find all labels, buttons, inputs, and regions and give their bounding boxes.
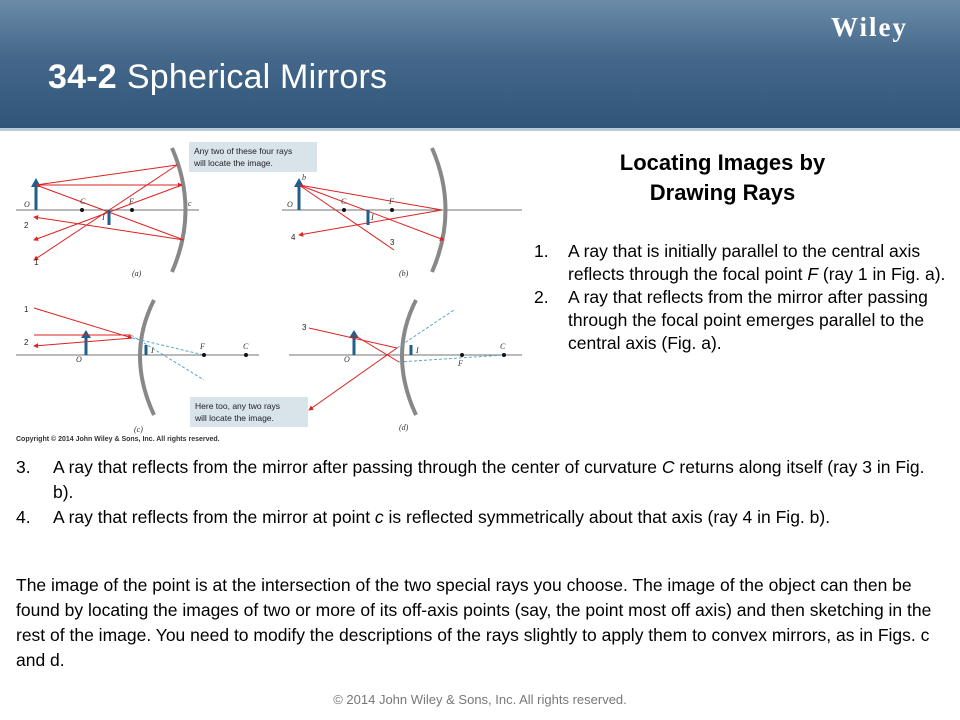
svg-text:C: C [500,342,506,351]
svg-text:1: 1 [24,305,29,314]
list-item-number: 4. [16,507,31,527]
svg-text:O: O [344,355,350,364]
section-heading-line2: Drawing Rays [649,180,796,205]
panel-label-a: (a) [132,269,142,278]
panel-a [16,148,199,278]
list-item-text: A ray that reflects from the mirror after passing through the focal point emerges parallel to the central axis (Fig. a). [568,287,928,353]
callout-top-line1: Any two of these four rays [194,146,293,156]
panel-d [289,300,522,432]
list-item [16,455,946,505]
svg-text:3: 3 [302,323,307,332]
wiley-logo: Wiley [831,12,908,42]
svg-text:F: F [389,197,394,206]
svg-text:3: 3 [390,238,395,247]
panel-label-c: (c) [134,425,143,434]
ray-diagram-figure [14,140,524,445]
body-paragraph: The image of the point is at the intersection of the two special rays you choose. The image of the object can then be found by locating the images of two or more of its off-axis points (say, the point most off axis) and then sketching in the rest of the image. You need to modify the descriptions of the rays slightly to apply them to convex mirrors, as in Figs. c and d. [16,575,932,670]
panel-label-d: (d) [399,423,409,432]
panel-label-b: (b) [399,269,409,278]
svg-text:F: F [458,359,463,368]
section-heading [560,148,885,208]
svg-text:I: I [102,213,105,222]
svg-text:I: I [371,213,374,222]
section-title: Spherical Mirrors [126,58,388,96]
svg-text:O: O [24,200,30,209]
ray-rules-list-top [534,240,954,355]
list-item [16,505,946,530]
list-item [534,286,954,355]
figure-copyright: Copyright © 2014 John Wiley & Sons, Inc. All rights reserved. [16,436,220,443]
svg-text:F: F [200,342,205,351]
panel-b [282,148,522,278]
svg-text:C: C [341,197,347,206]
section-heading-line1: Locating Images by [619,150,826,175]
list-item-number: 1. [534,241,549,261]
slide-title [48,58,387,97]
list-item [534,240,954,286]
svg-text:O: O [287,200,293,209]
callout-bottom-line1: Here too, any two rays [195,401,281,411]
callout-top-line2: will locate the image. [194,158,273,168]
svg-text:4: 4 [291,233,296,242]
ray-rules-list-bottom [16,455,946,530]
svg-text:O: O [76,355,82,364]
svg-text:2: 2 [24,338,29,347]
section-number: 34-2 [48,58,117,96]
svg-text:1: 1 [34,258,39,267]
header-divider [0,128,960,131]
svg-text:C: C [80,197,86,206]
list-item-number: 3. [16,457,31,477]
list-item-text: A ray that reflects from the mirror after passing through the center of curvature C returns along itself (ray 3 in Fig. b). [53,457,925,502]
list-item-text: A ray that is initially parallel to the central axis reflects through the focal point F (ray 1 in Fig. a). [568,241,946,284]
callout-bottom [190,397,308,427]
list-item-text: A ray that reflects from the mirror at point c is reflected symmetrically about that axis (ray 4 in Fig. b). [53,507,831,527]
svg-text:C: C [243,342,249,351]
svg-text:I: I [151,346,154,355]
callout-top [189,142,317,172]
list-item-number: 2. [534,287,549,307]
svg-text:c: c [188,199,192,208]
svg-text:2: 2 [24,221,29,230]
svg-text:F: F [129,197,134,206]
callout-bottom-line2: will locate the image. [195,413,274,423]
svg-text:I: I [416,346,419,355]
svg-text:b: b [302,173,306,182]
footer-copyright: © 2014 John Wiley & Sons, Inc. All rights reserved. [333,692,627,707]
